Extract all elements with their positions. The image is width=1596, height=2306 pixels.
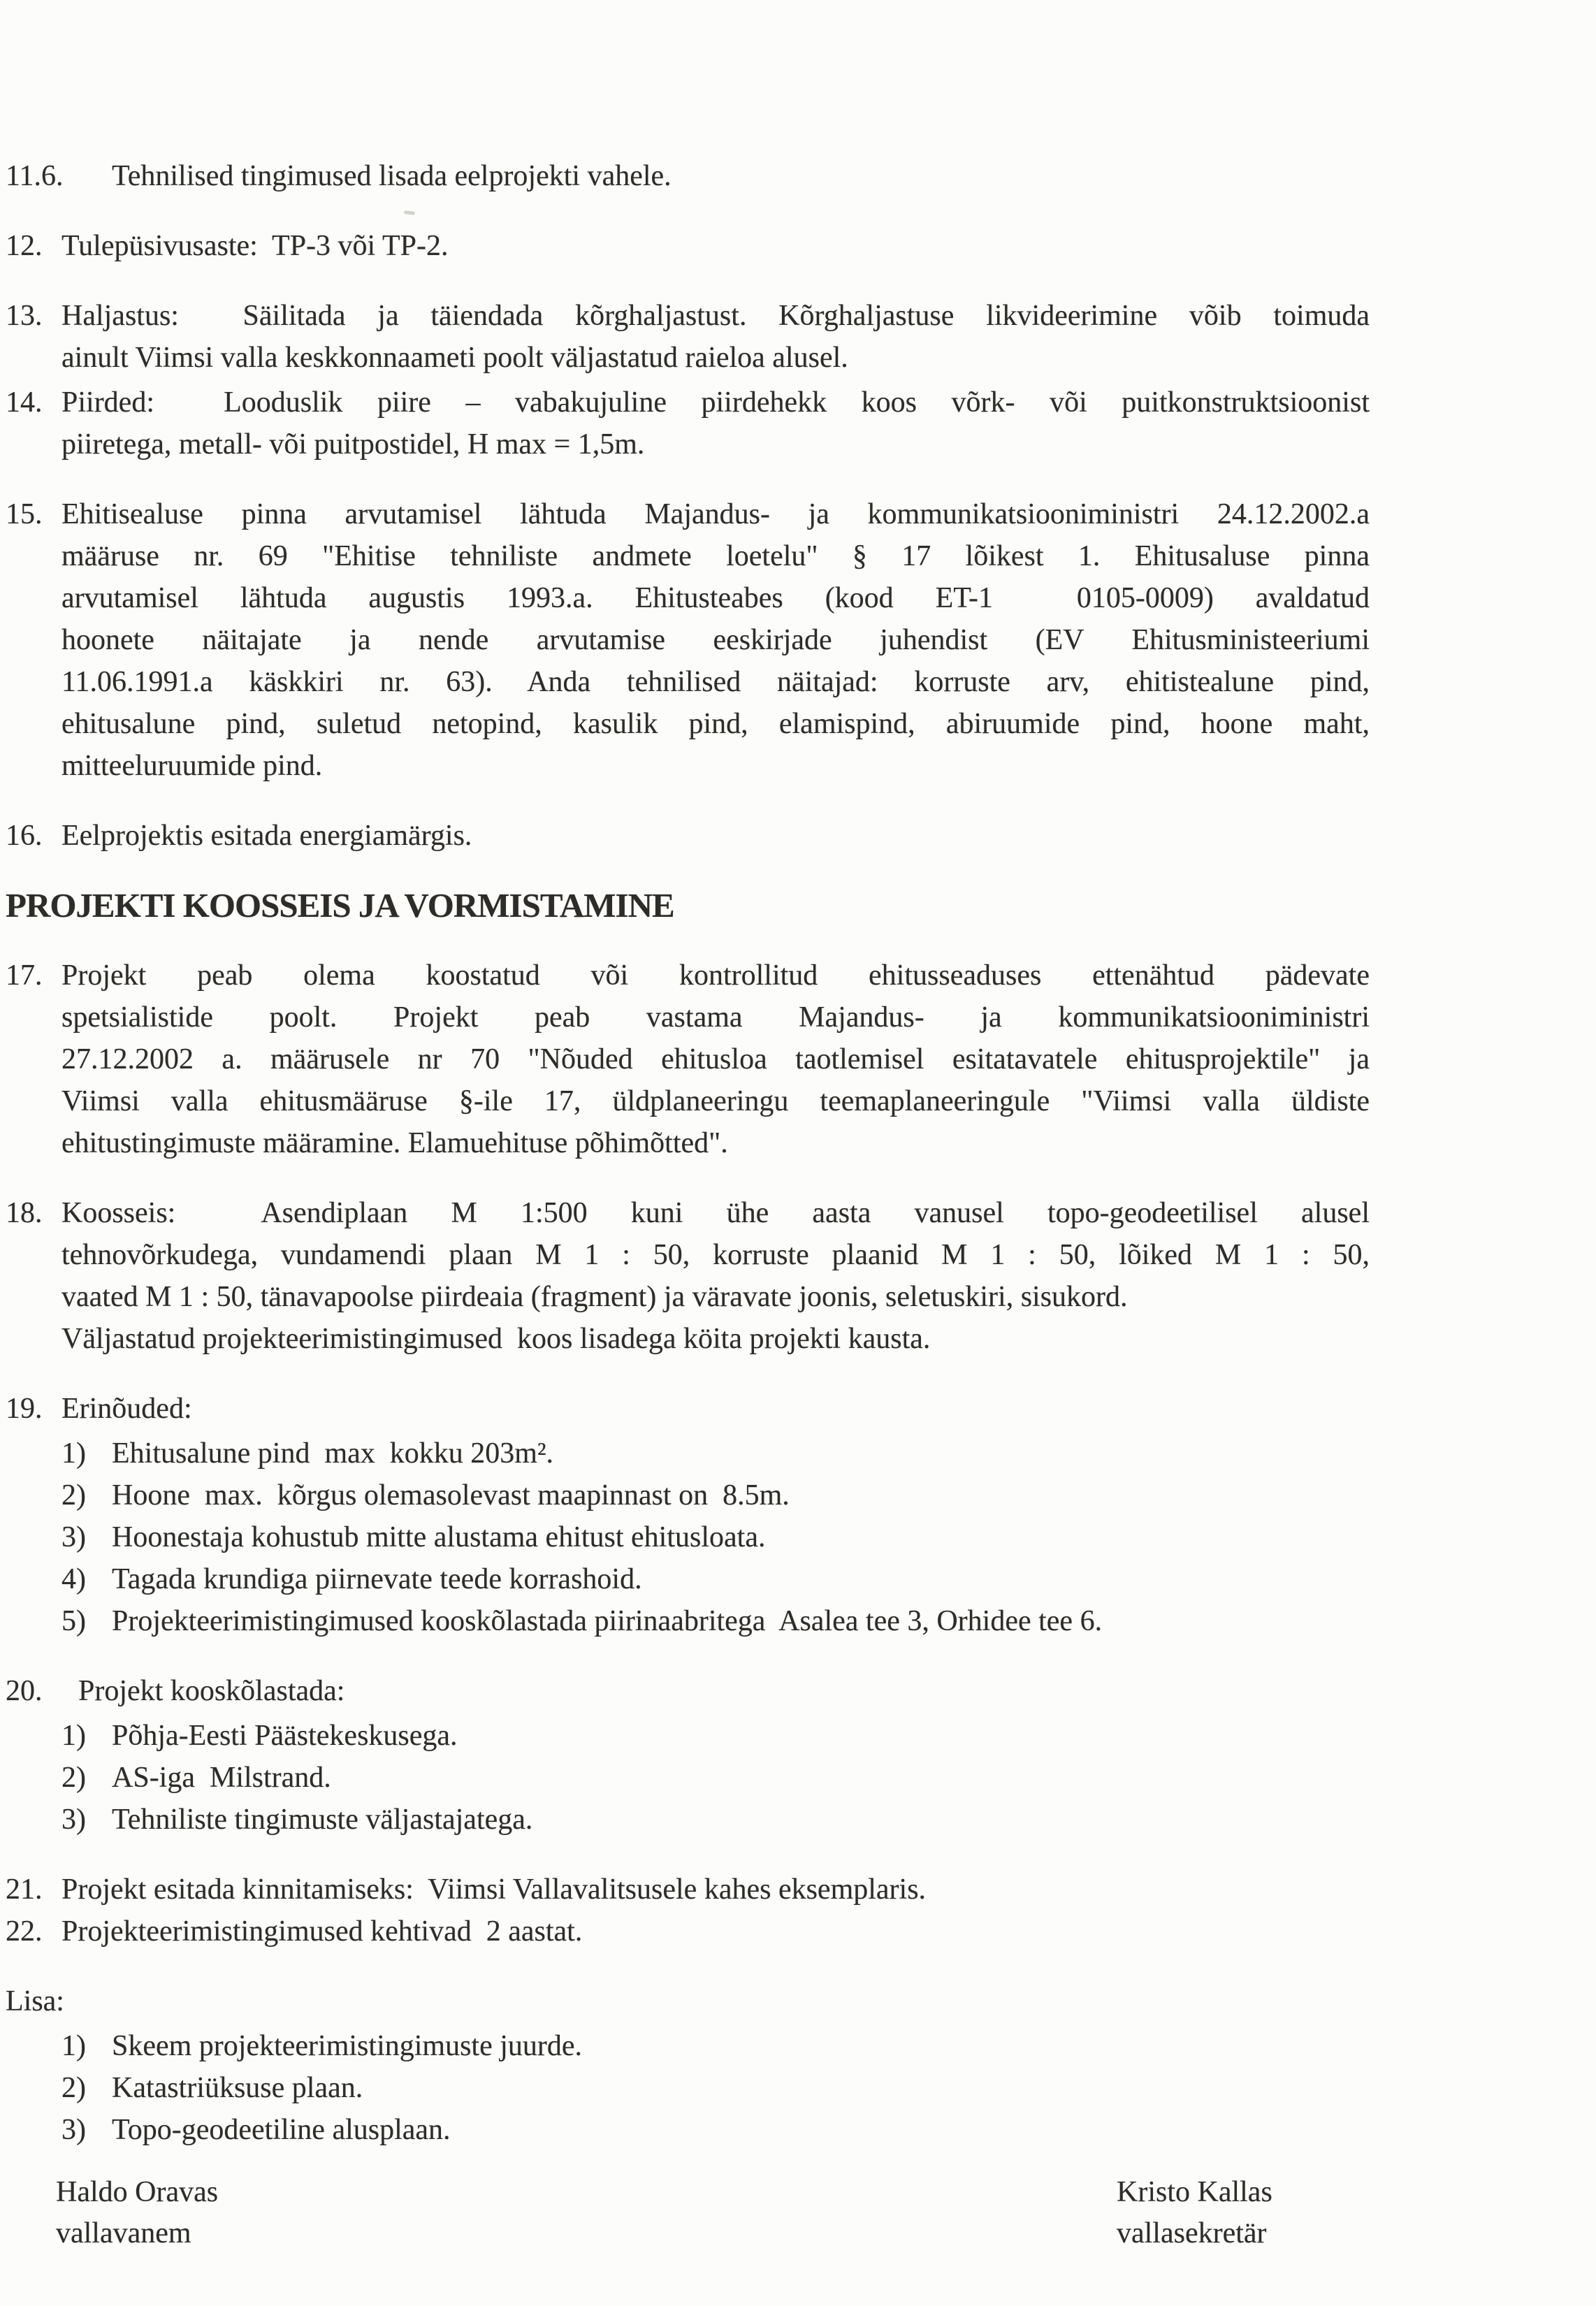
item-number: 14. (6, 386, 43, 419)
text-line: vaated M 1 : 50, tänavapoolse piirdeaia (fragment) ja väravate joonis, seletuskiri, sisukord. (61, 1281, 1128, 1313)
text-line: Tagada krundiga piirnevate teede korrashoid. (112, 1563, 642, 1595)
signature-row (0, 2172, 1596, 2277)
item-18 (0, 1192, 1370, 1360)
text-line: Projekteerimistingimused kehtivad 2 aastat. (61, 1915, 583, 1948)
text-line: Viimsi valla ehitusmääruse §-ile 17, üldplaneeringu teemaplaneeringule "Viimsi valla üldiste (61, 1085, 1370, 1117)
text-line: ehitusalune pind, suletud netopind, kasulik pind, elamispind, abiruumide pind, hoone maht, (61, 708, 1370, 740)
text-line: Tulepüsivusaste: TP-3 või TP-2. (61, 230, 449, 262)
item-11-6 (0, 155, 1370, 197)
text-line: AS-iga Milstrand. (112, 1762, 331, 1794)
text-line: Katastriüksuse plaan. (112, 2072, 363, 2104)
subitem-4 (0, 1558, 1370, 1600)
signer-title: vallasekretär (1117, 2217, 1267, 2249)
item-number: 20. (6, 1675, 43, 1707)
item-number: 3) (61, 2114, 86, 2146)
item-14 (0, 382, 1370, 465)
item-number: 2) (61, 2072, 86, 2104)
text-line: PROJEKTI KOOSSEIS JA VORMISTAMINE (6, 886, 674, 924)
text-line: Topo-geodeetiline alusplaan. (112, 2114, 451, 2146)
signer-name: Haldo Oravas (56, 2176, 219, 2208)
item-number: 11.6. (6, 160, 64, 192)
item-number: 5) (61, 1605, 86, 1637)
item-12 (0, 225, 1370, 267)
text-line: tehnovõrkudega, vundamendi plaan M 1 : 50, korruste plaanid M 1 : 50, lõiked M 1 : 50, (61, 1239, 1370, 1271)
text-line: Koosseis: Asendiplaan M 1:500 kuni ühe aasta vanusel topo-geodeetilisel alusel (61, 1197, 1370, 1229)
item-21 (0, 1869, 1370, 1910)
lisa-label (0, 1980, 1370, 2022)
text-line: Eelprojektis esitada energiamärgis. (61, 820, 472, 852)
text-line: Tehnilised tingimused lisada eelprojekti vahele. (112, 160, 672, 192)
item-17 (0, 955, 1370, 1164)
text-line: Projekt esitada kinnitamiseks: Viimsi Vallavalitsusele kahes eksemplaris. (61, 1873, 927, 1906)
text-line: 27.12.2002 a. määrusele nr 70 "Nõuded ehitusloa taotlemisel esitatavatele ehitusprojektile" ja (61, 1043, 1370, 1075)
item-number: 1) (61, 2030, 86, 2062)
text-line: Väljastatud projekteerimistingimused koos lisadega köita projekti kausta. (61, 1323, 931, 1355)
subitem-2 (0, 1757, 1370, 1799)
subitem-1 (0, 1715, 1370, 1757)
text-line: Projekteerimistingimused kooskõlastada piirinaabritega Asalea tee 3, Orhidee tee 6. (112, 1605, 1103, 1637)
item-number: 12. (6, 230, 43, 262)
subitem-1 (0, 2025, 1370, 2067)
subitem-3 (0, 1516, 1370, 1558)
text-line: Haljastus: Säilitada ja täiendada kõrghaljastust. Kõrghaljastuse likvideerimine võib toimuda (61, 300, 1370, 332)
text-line: ehitustingimuste määramine. Elamuehituse põhimõtted". (61, 1127, 728, 1159)
text-line: Erinõuded: (61, 1393, 192, 1425)
document-body (0, 155, 1370, 2151)
text-line: piiretega, metall- või puitpostidel, H max = 1,5m. (61, 428, 645, 461)
signer-name: Kristo Kallas (1117, 2176, 1272, 2208)
item-number: 19. (6, 1393, 43, 1425)
item-number: 13. (6, 300, 43, 332)
text-line: Projekt kooskõlastada: (78, 1675, 345, 1707)
text-line: mitteeluruumide pind. (61, 750, 323, 782)
subitem-2 (0, 1474, 1370, 1516)
item-number: 16. (6, 820, 43, 852)
text-line: 11.06.1991.a käskkiri nr. 63). Anda tehnilised näitajad: korruste arv, ehitistealune pind, (61, 666, 1370, 698)
subitem-5 (0, 1600, 1370, 1642)
text-line: Põhja-Eesti Päästekeskusega. (112, 1720, 458, 1752)
item-number: 4) (61, 1563, 86, 1595)
signer-title: vallavanem (56, 2217, 191, 2249)
subitem-3 (0, 2109, 1370, 2151)
item-number: 3) (61, 1804, 86, 1836)
text-line: Ehitusalune pind max kokku 203m². (112, 1437, 554, 1470)
text-line: Piirded: Looduslik piire – vabakujuline piirdehekk koos võrk- või puitkonstruktsioonist (61, 386, 1370, 419)
signature-right (1117, 2172, 1272, 2254)
text-line: Lisa: (6, 1985, 64, 2017)
item-number: 2) (61, 1479, 86, 1511)
item-number: 2) (61, 1762, 86, 1794)
text-line: ainult Viimsi valla keskkonnaameti poolt väljastatud raieloa alusel. (61, 342, 848, 374)
text-line: määruse nr. 69 "Ehitise tehniliste andmete loetelu" § 17 lõikest 1. Ehitusaluse pinna (61, 540, 1370, 572)
text-line: hoonete näitajate ja nende arvutamise eeskirjade juhendist (EV Ehitusministeeriumi (61, 624, 1370, 656)
text-line: Hoone max. kõrgus olemasolevast maapinnast on 8.5m. (112, 1479, 790, 1511)
item-number: 17. (6, 959, 43, 992)
subitem-3 (0, 1799, 1370, 1841)
text-line: Hoonestaja kohustub mitte alustama ehitust ehitusloata. (112, 1521, 766, 1553)
text-line: Ehitisealuse pinna arvutamisel lähtuda Majandus- ja kommunikatsiooniministri 24.12.2002.a (61, 498, 1370, 530)
item-22 (0, 1910, 1370, 1952)
item-16 (0, 815, 1370, 857)
item-number: 3) (61, 1521, 86, 1553)
item-13 (0, 295, 1370, 379)
subitem-2 (0, 2067, 1370, 2109)
item-number: 15. (6, 498, 43, 530)
signature-left (56, 2172, 218, 2254)
text-line: spetsialistide poolt. Projekt peab vastama Majandus- ja kommunikatsiooniministri (61, 1001, 1370, 1034)
item-15 (0, 493, 1370, 787)
subitem-1 (0, 1433, 1370, 1474)
section-heading (0, 885, 1370, 927)
item-number: 18. (6, 1197, 43, 1229)
item-number: 1) (61, 1720, 86, 1752)
text-line: Tehniliste tingimuste väljastajatega. (112, 1804, 533, 1836)
item-number: 22. (6, 1915, 43, 1948)
text-line: Skeem projekteerimistingimuste juurde. (112, 2030, 583, 2062)
text-line: Projekt peab olema koostatud või kontrollitud ehitusseaduses ettenähtud pädevate (61, 959, 1370, 992)
text-line: arvutamisel lähtuda augustis 1993.a. Ehitusteabes (kood ET-1 0105-0009) avaldatud (61, 582, 1370, 614)
item-number: 21. (6, 1873, 43, 1906)
item-20 (0, 1670, 1370, 1712)
item-19 (0, 1388, 1370, 1430)
item-number: 1) (61, 1437, 86, 1470)
